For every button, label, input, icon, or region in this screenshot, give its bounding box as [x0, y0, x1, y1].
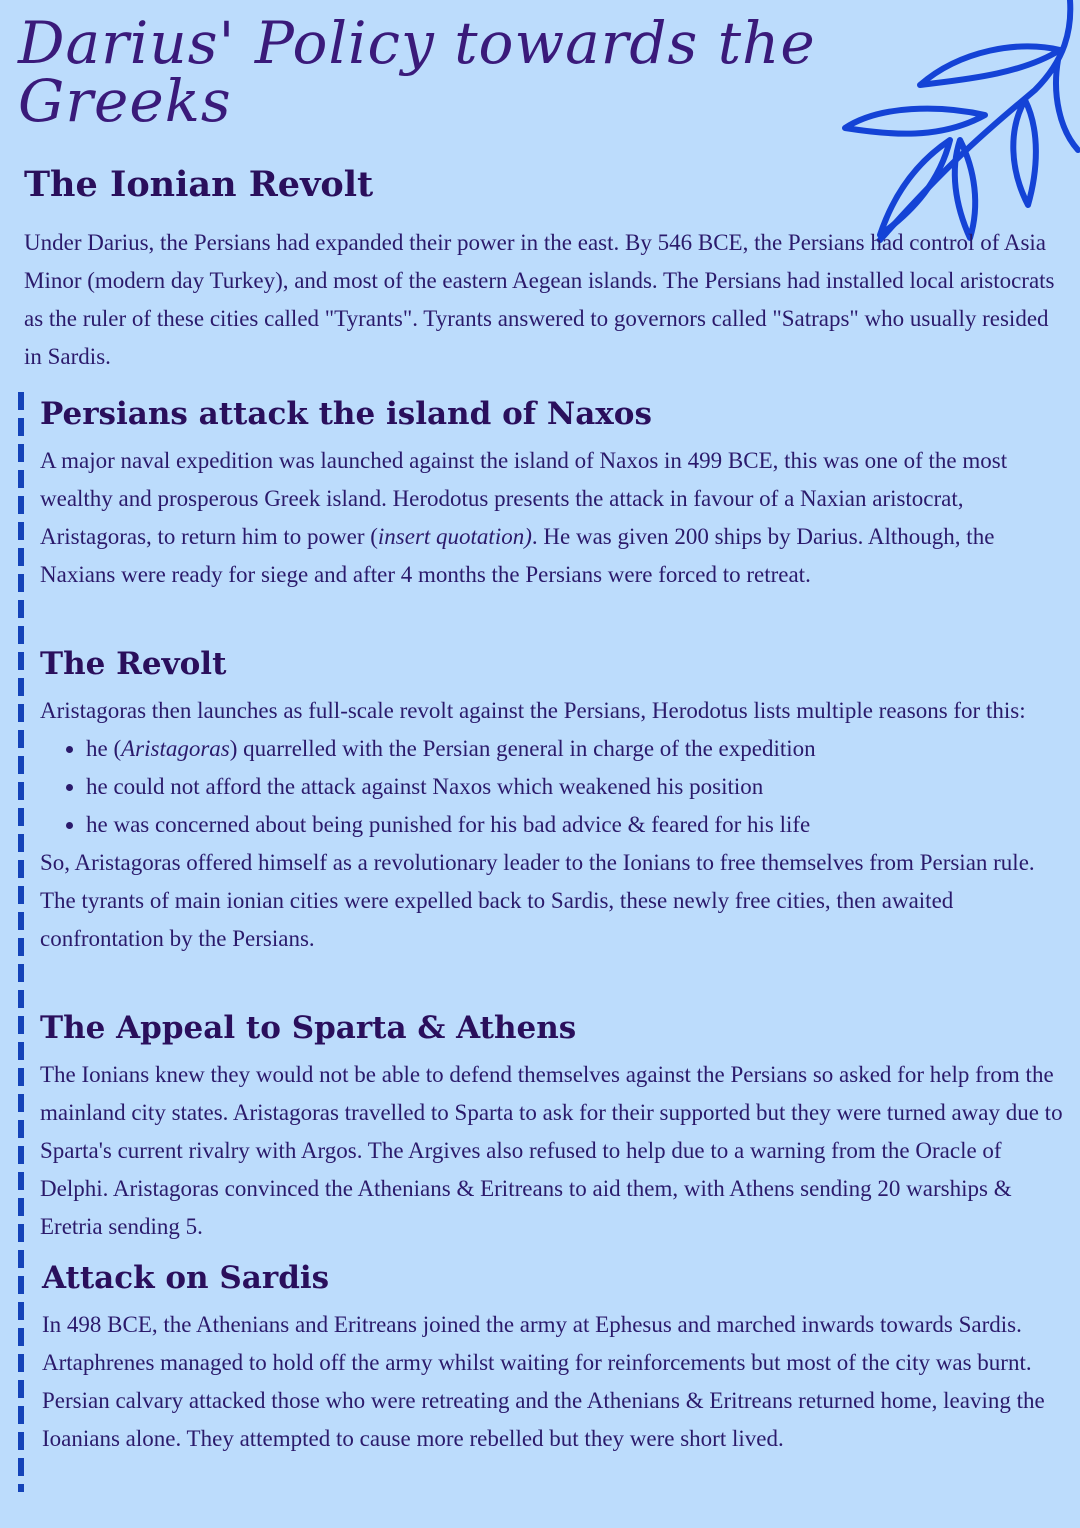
section-paragraph: The Ionians knew they would not be able to defend themselves against the Persians so asked for help from the mainland city states. Aristagoras travelled to Sparta to ask for their supported but they were turned away due to Sparta's current rivalry with Argos. The Argives also refused to help due to a warning from the Oracle of Delphi. Aristagoras convinced the Athenians & Eritreans to aid them, with Athens sending 20 warships & Eretria sending 5. — [40, 1062, 1063, 1239]
section-paragraph: In 498 BCE, the Athenians and Eritreans joined the army at Ephesus and marched inwards towards Sardis. Artaphrenes managed to hold off the army whilst waiting for reinforcements but most of the city was burnt. Persian calvary attacked those who were retreating and the Athenians & Eritreans returned home, leaving the Ioanians alone. They attempted to cause more rebelled but they were short lived. — [42, 1312, 1045, 1451]
list-item: • he was concerned about being punished for his bad advice & feared for his life — [86, 806, 1065, 844]
section-heading: The Appeal to Sparta & Athens — [40, 1010, 577, 1046]
list-item: • he could not afford the attack against Naxos which weakened his position — [86, 768, 1065, 806]
section-paragraph: Aristagoras then launches as full-scale revolt against the Persians, Herodotus lists multiple reasons for this: — [40, 698, 1026, 723]
intro-paragraph: Under Darius, the Persians had expanded their power in the east. By 546 BCE, the Persians had control of Asia Minor (modern day Turkey), and most of the eastern Aegean islands. The Persians had installed local aristocrats as the ruler of these cities called "Tyrants". Tyrants answered to governors called "Satraps" who usually resided in Sardis. — [24, 230, 1055, 369]
leaf-branch-icon — [820, 0, 1080, 250]
section-heading: Attack on Sardis — [42, 1260, 330, 1296]
reasons-list — [40, 730, 1065, 844]
section-appeal — [40, 1008, 1065, 1246]
section-sardis — [42, 1258, 1067, 1458]
list-item: • he (Aristagoras) quarrelled with the Persian general in charge of the expedition — [86, 730, 1065, 768]
page-title: Darius' Policy towards the Greeks — [18, 9, 816, 135]
dashed-divider — [18, 392, 24, 1492]
section-heading: The Revolt — [40, 646, 227, 682]
section-paragraph: A major naval expedition was launched against the island of Naxos in 499 BCE, this was one of the most wealthy and prosperous Greek island. Herodotus presents the attack in favour of a Naxian aristocrat, Aristagoras, to return him to power (insert quotation). He was given 200 ships by Darius. Although, the Naxians were ready for siege and after 4 months the Persians were forced to retreat. — [40, 448, 1008, 587]
section-heading-ionian-revolt: The Ionian Revolt — [24, 164, 374, 205]
section-revolt — [40, 644, 1065, 958]
section-heading: Persians attack the island of Naxos — [40, 396, 652, 432]
section-paragraph: So, Aristagoras offered himself as a revolutionary leader to the Ionians to free themselves from Persian rule. The tyrants of main ionian cities were expelled back to Sardis, these newly free cities, then awaited confrontation by the Persians. — [40, 850, 1035, 951]
section-naxos — [40, 394, 1065, 594]
